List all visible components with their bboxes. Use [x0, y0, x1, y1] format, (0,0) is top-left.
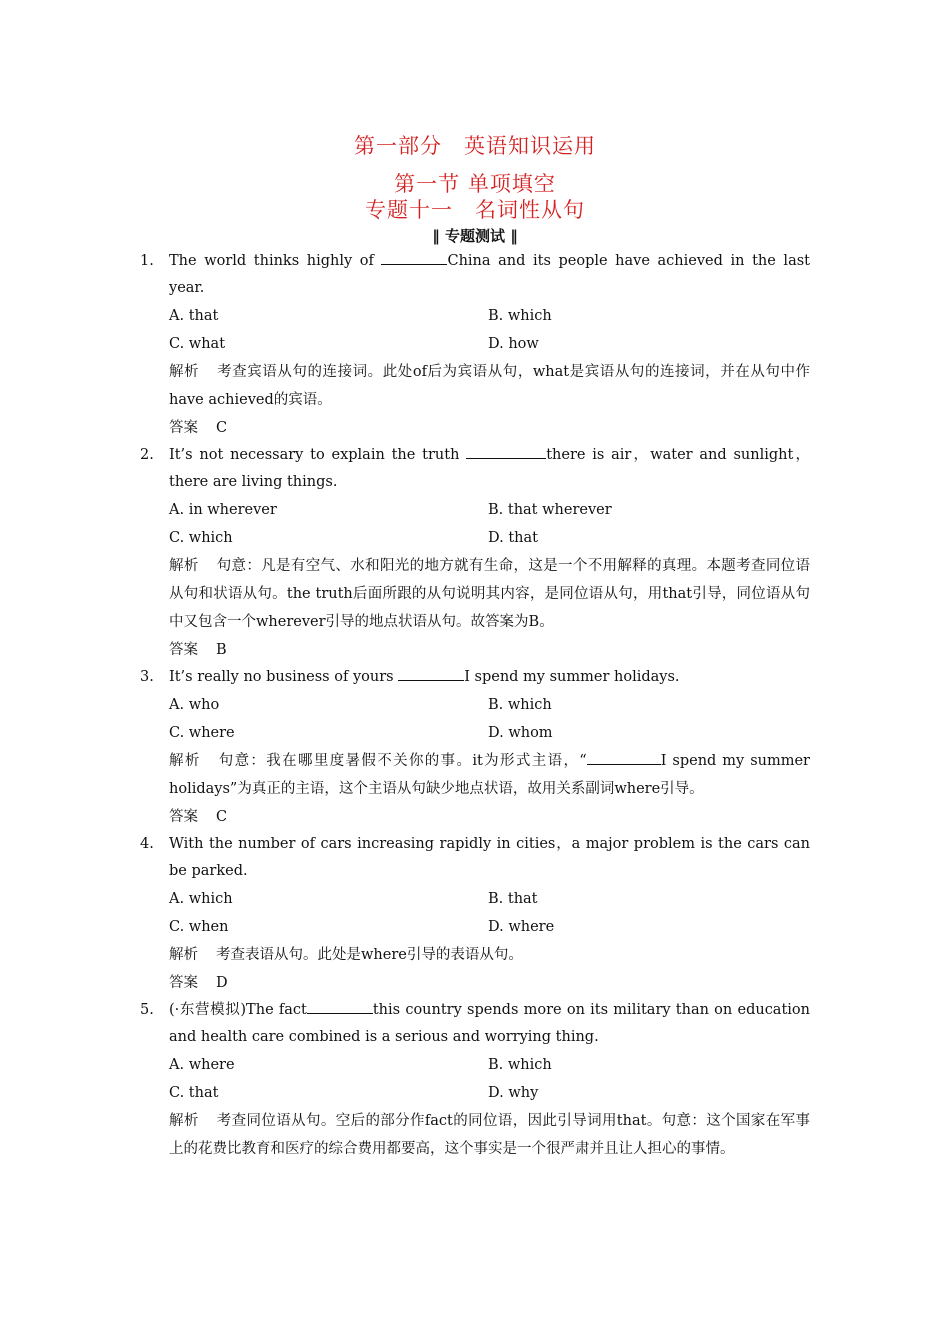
question-list	[140, 248, 810, 1163]
option-a: A. in wherever	[169, 502, 277, 518]
answer-value: C	[216, 809, 228, 825]
banner-label: 专题测试	[444, 227, 505, 245]
analysis-label: 解析	[169, 364, 200, 380]
question-stem	[140, 997, 810, 1051]
answer	[169, 636, 810, 664]
stem-text-after: I spend my summer holidays.	[464, 669, 680, 685]
option-d: D. whom	[488, 725, 553, 741]
option-d: D. why	[488, 1085, 539, 1101]
option-a: A. who	[169, 697, 220, 713]
options	[169, 885, 810, 941]
option-b: B. which	[488, 1057, 552, 1073]
part-title: 第一部分 英语知识运用	[354, 134, 596, 158]
question-2	[140, 442, 810, 664]
question-1	[140, 248, 810, 442]
answer-value: B	[216, 642, 227, 658]
analysis-label: 解析	[169, 947, 198, 963]
stem-text-after: China and its people have achieved in the last year.	[169, 253, 810, 296]
stem-text: With the number of cars increasing rapidly in cities，a major problem is the cars can be parked.	[169, 836, 810, 879]
option-b: B. which	[488, 308, 552, 324]
stem-text-after: there is air，water and sunlight，there are living things.	[169, 447, 810, 490]
analysis-text: 考查同位语从句。空后的部分作fact的同位语，因此引导词用that。句意：这个国家在军事上的花费比教育和医疗的综合费用都要高，这个事实是一个很严肃并且让人担心的事情。	[169, 1113, 811, 1157]
topic-title: 专题十一 名词性从句	[365, 198, 585, 222]
option-a: A. that	[169, 308, 219, 324]
analysis	[169, 747, 810, 803]
question-number: 2.	[140, 447, 154, 463]
answer	[169, 969, 810, 997]
question-4	[140, 831, 810, 997]
stem-text-before: It’s really no business of yours	[169, 669, 399, 685]
analysis-text: 考查表语从句。此处是where引导的表语从句。	[216, 947, 523, 963]
analysis-text: 考查宾语从句的连接词。此处of后为宾语从句，what是宾语从句的连接词，并在从句中作have achieved的宾语。	[169, 364, 811, 408]
section-title: 第一节 单项填空	[394, 172, 556, 196]
option-c: C. when	[169, 919, 229, 935]
analysis-text: 句意：凡是有空气、水和阳光的地方就有生命，这是一个不用解释的真理。本题考查同位语从句和状语从句。the truth后面所跟的从句说明其内容，是同位语从句，用that引导，同位语从句中又包含一个wherever引导的地点状语从句。故答案为B。	[169, 558, 811, 630]
answer-label: 答案	[169, 975, 198, 991]
answer	[169, 803, 810, 831]
test-banner	[0, 225, 950, 247]
option-c: C. which	[169, 530, 233, 546]
question-stem	[140, 664, 810, 691]
analysis	[169, 941, 810, 969]
options	[169, 1051, 810, 1107]
answer-value: C	[216, 420, 228, 436]
stem-text-after: this country spends more on its military than on education and health care combined is a serious and worrying thing.	[169, 1002, 810, 1045]
options	[169, 496, 810, 552]
answer	[169, 414, 810, 442]
question-number: 3.	[140, 669, 154, 685]
analysis	[169, 1107, 810, 1163]
answer-label: 答案	[169, 809, 198, 825]
question-stem	[140, 442, 810, 496]
option-c: C. that	[169, 1085, 219, 1101]
option-d: D. where	[488, 919, 555, 935]
analysis-label: 解析	[169, 1113, 199, 1129]
option-a: A. where	[169, 1057, 235, 1073]
analysis-blank	[587, 749, 661, 765]
question-stem	[140, 248, 810, 302]
stem-text-before: (·东营模拟)The fact	[169, 1002, 307, 1018]
banner-bar-left-icon: ‖	[432, 227, 440, 245]
analysis-label: 解析	[169, 558, 199, 574]
question-3	[140, 664, 810, 831]
question-number: 4.	[140, 836, 154, 852]
analysis-text-before: 句意：我在哪里度暑假不关你的事。it为形式主语，“	[218, 753, 587, 769]
option-d: D. that	[488, 530, 538, 546]
analysis	[169, 552, 810, 636]
option-b: B. that	[488, 891, 538, 907]
option-b: B. that wherever	[488, 502, 612, 518]
banner-bar-right-icon: ‖	[510, 227, 518, 245]
question-number: 5.	[140, 1002, 154, 1018]
option-d: D. how	[488, 336, 539, 352]
answer-label: 答案	[169, 420, 198, 436]
analysis-label: 解析	[169, 753, 201, 769]
answer-blank	[307, 998, 373, 1014]
analysis-text-after: I spend my summer holidays”为真正的主语，这个主语从句缺少地点状语，故用关系副词where引导。	[169, 753, 810, 797]
stem-text-before: The world thinks highly of	[169, 253, 382, 269]
answer-blank	[398, 665, 464, 681]
option-c: C. what	[169, 336, 226, 352]
analysis	[169, 358, 810, 414]
option-a: A. which	[169, 891, 233, 907]
options	[169, 691, 810, 747]
option-c: C. where	[169, 725, 235, 741]
stem-text-before: It’s not necessary to explain the truth	[169, 447, 467, 463]
options	[169, 302, 810, 358]
question-number: 1.	[140, 253, 154, 269]
answer-blank	[381, 249, 447, 265]
header	[0, 131, 950, 247]
answer-value: D	[216, 975, 228, 991]
answer-blank	[466, 443, 546, 459]
question-5	[140, 997, 810, 1163]
question-stem	[140, 831, 810, 885]
answer-label: 答案	[169, 642, 198, 658]
option-b: B. which	[488, 697, 552, 713]
